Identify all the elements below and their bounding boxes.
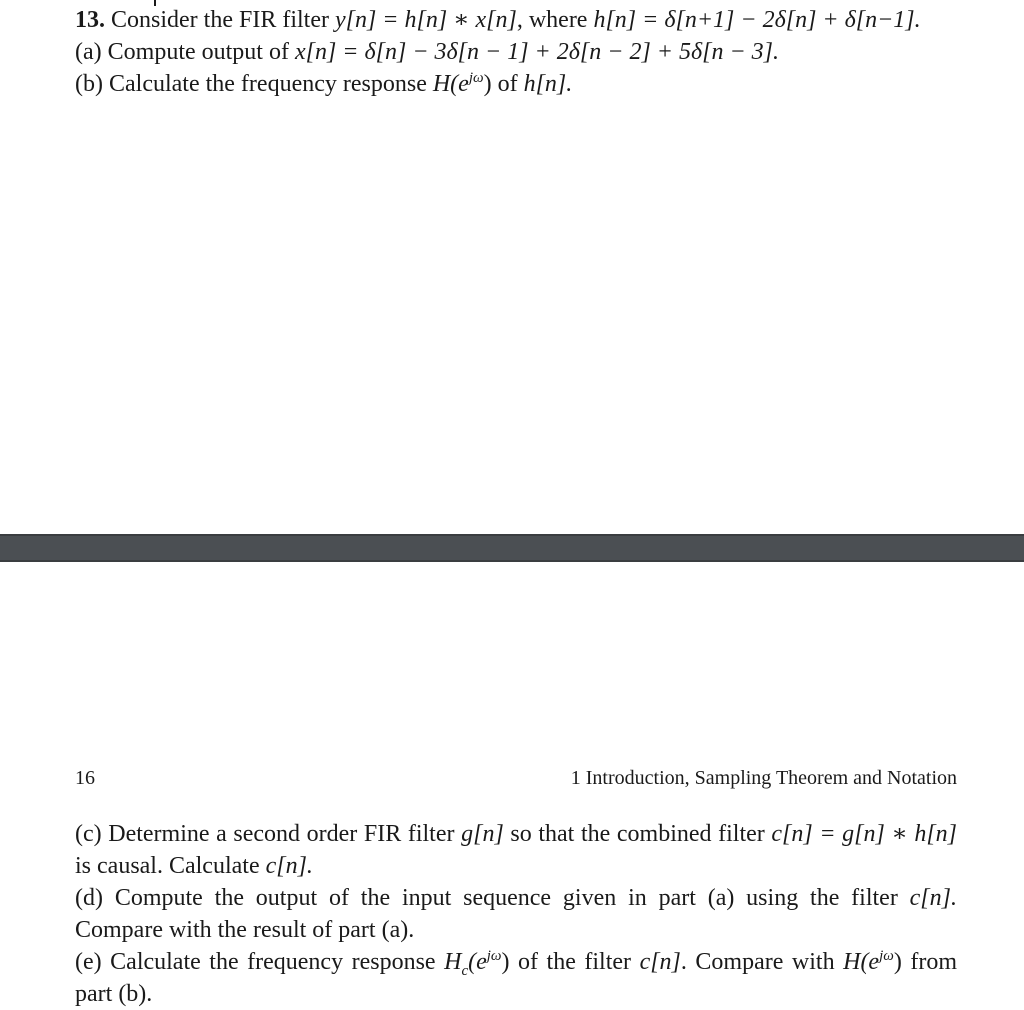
problem-number: 13. xyxy=(75,7,105,33)
part-d-c: c[n]. xyxy=(909,885,957,911)
problem-intro-text: Consider the FIR filter xyxy=(105,7,335,33)
part-e-open: (e xyxy=(468,949,487,975)
part-e-H2: H(e xyxy=(843,949,880,975)
part-a-line xyxy=(75,36,975,68)
part-d-text: (d) Compute the output of the input sequence given in part (a) using the filter xyxy=(75,885,910,911)
problem-where-text: , where xyxy=(516,7,594,33)
part-b-label: (b) Calculate the frequency response xyxy=(75,71,433,97)
page-separator xyxy=(0,534,1024,562)
input-sequence-equation: x[n] = δ[n] − 3δ[n − 1] + 2δ[n − 2] + 5δ[n − 3]. xyxy=(294,39,780,65)
part-e-text-4: from part (b). xyxy=(75,949,958,1007)
part-e-H: H xyxy=(444,949,462,975)
part-e-text-2: of the filter xyxy=(509,949,640,975)
part-c-c: c[n]. xyxy=(265,853,313,879)
part-c-text: (c) Determine a second order FIR filter xyxy=(75,821,462,847)
page-header xyxy=(75,764,957,792)
part-e-exponent: jω xyxy=(486,948,502,964)
part-e-subscript: c xyxy=(461,962,469,979)
part-c-g: g[n] xyxy=(461,821,504,847)
freq-response-symbol: H(e xyxy=(432,71,469,97)
part-b-line xyxy=(75,68,975,100)
freq-response-close: ) xyxy=(483,71,492,97)
part-e-c: c[n] xyxy=(639,949,681,975)
part-b-of: of xyxy=(491,71,524,97)
problem-statement-line xyxy=(75,4,975,36)
part-e-text: (e) Calculate the frequency response xyxy=(75,949,445,975)
part-d-text-2: Compare with the result of part (a). xyxy=(75,917,415,943)
filter-equation: y[n] = h[n] ∗ x[n] xyxy=(334,7,517,33)
part-d-paragraph xyxy=(75,882,957,946)
part-e-text-3: . Compare with xyxy=(680,949,844,975)
problem-13 xyxy=(75,4,975,100)
part-b-h: h[n]. xyxy=(523,71,573,97)
part-e-close: ) xyxy=(501,949,510,975)
running-head: 1 Introduction, Sampling Theorem and Notation xyxy=(570,767,957,789)
part-c-text-3: is causal. Calculate xyxy=(75,853,266,879)
freq-response-exponent: jω xyxy=(468,70,484,86)
problem-continuation xyxy=(75,818,957,1010)
part-c-text-2: so that the combined filter xyxy=(503,821,772,847)
combined-filter-equation: c[n] = g[n] ∗ h[n] xyxy=(771,821,958,847)
part-e-close-2: ) xyxy=(893,949,902,975)
part-e-paragraph xyxy=(75,946,957,1010)
impulse-response-equation: h[n] = δ[n+1] − 2δ[n] + δ[n−1]. xyxy=(593,7,921,33)
part-e-exponent-2: jω xyxy=(879,948,894,964)
part-a-label: (a) Compute output of xyxy=(75,39,295,65)
part-c-paragraph xyxy=(75,818,957,882)
page-number: 16 xyxy=(75,767,95,789)
